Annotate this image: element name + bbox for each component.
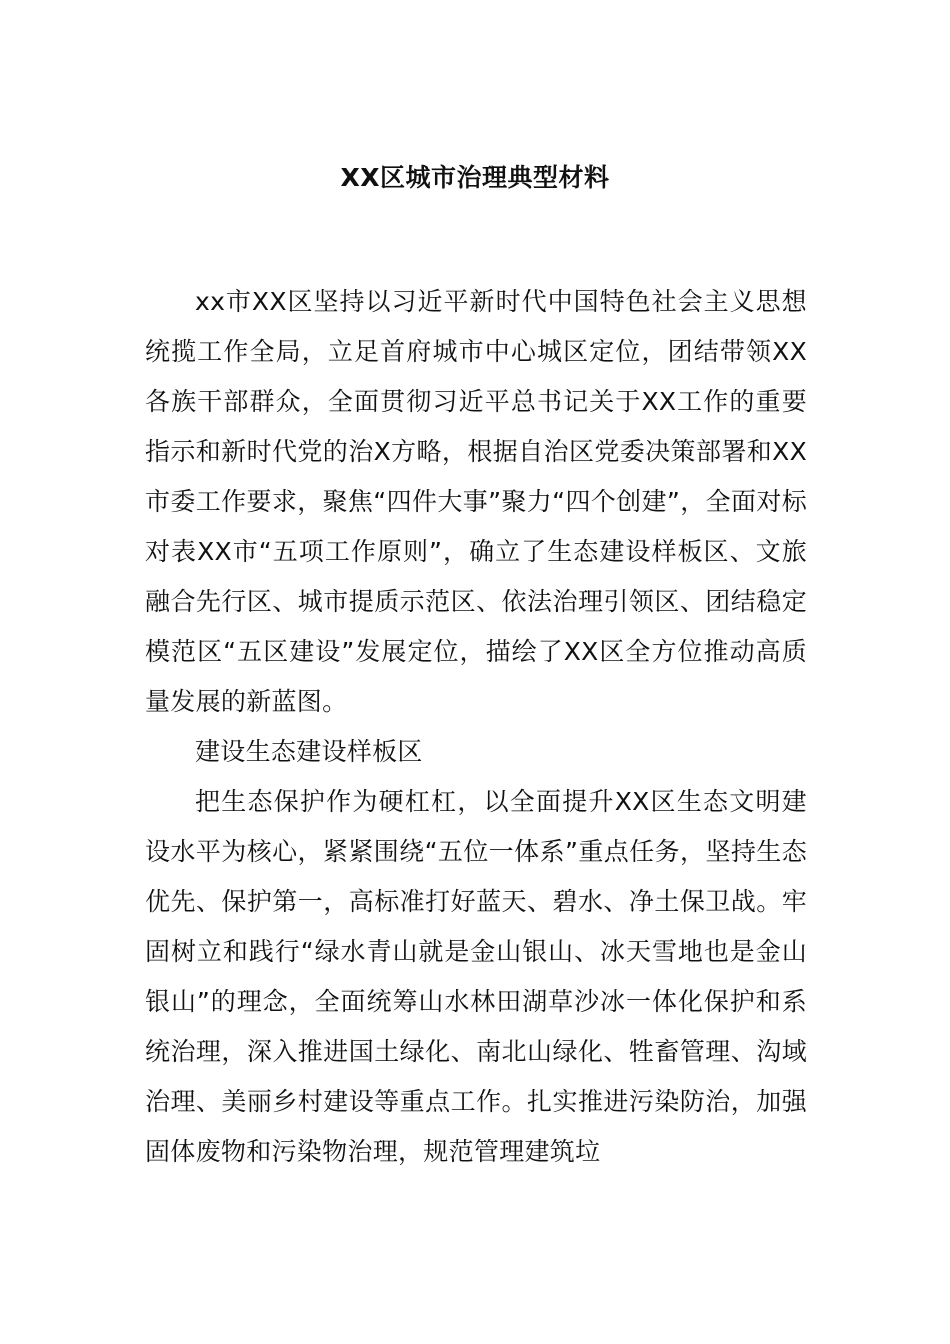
paragraph-intro: xx市XX区坚持以习近平新时代中国特色社会主义思想统揽工作全局，立足首府城市中心城区定位，团结带领XX各族干部群众，全面贯彻习近平总书记关于XX工作的重要指示和新时代党的治X方略，根据自治区党委决策部署和XX市委工作要求，聚焦“四件大事”聚力“四个创建”，全面对标对表XX市“五项工作原则”，确立了生态建设样板区、文旅融合先行区、城市提质示范区、依法治理引领区、团结稳定模范区“五区建设”发展定位，描绘了XX区全方位推动高质量发展的新蓝图。 (145, 287, 807, 716)
section-heading: 建设生态建设样板区 (195, 737, 423, 766)
document-title: XX区城市治理典型材料 (340, 163, 610, 192)
document-body (145, 277, 807, 1177)
paragraph-ecology: 把生态保护作为硬杠杠，以全面提升XX区生态文明建设水平为核心，紧紧围绕“五位一体系”重点任务，坚持生态优先、保护第一，高标准打好蓝天、碧水、净土保卫战。牢固树立和践行“绿水青山就是金山银山、冰天雪地也是金山银山”的理念，全面统筹山水林田湖草沙冰一体化保护和系统治理，深入推进国土绿化、南北山绿化、牲畜管理、沟域治理、美丽乡村建设等重点工作。扎实推进污染防治，加强固体废物和污染物治理，规范管理建筑垃 (145, 787, 807, 1166)
